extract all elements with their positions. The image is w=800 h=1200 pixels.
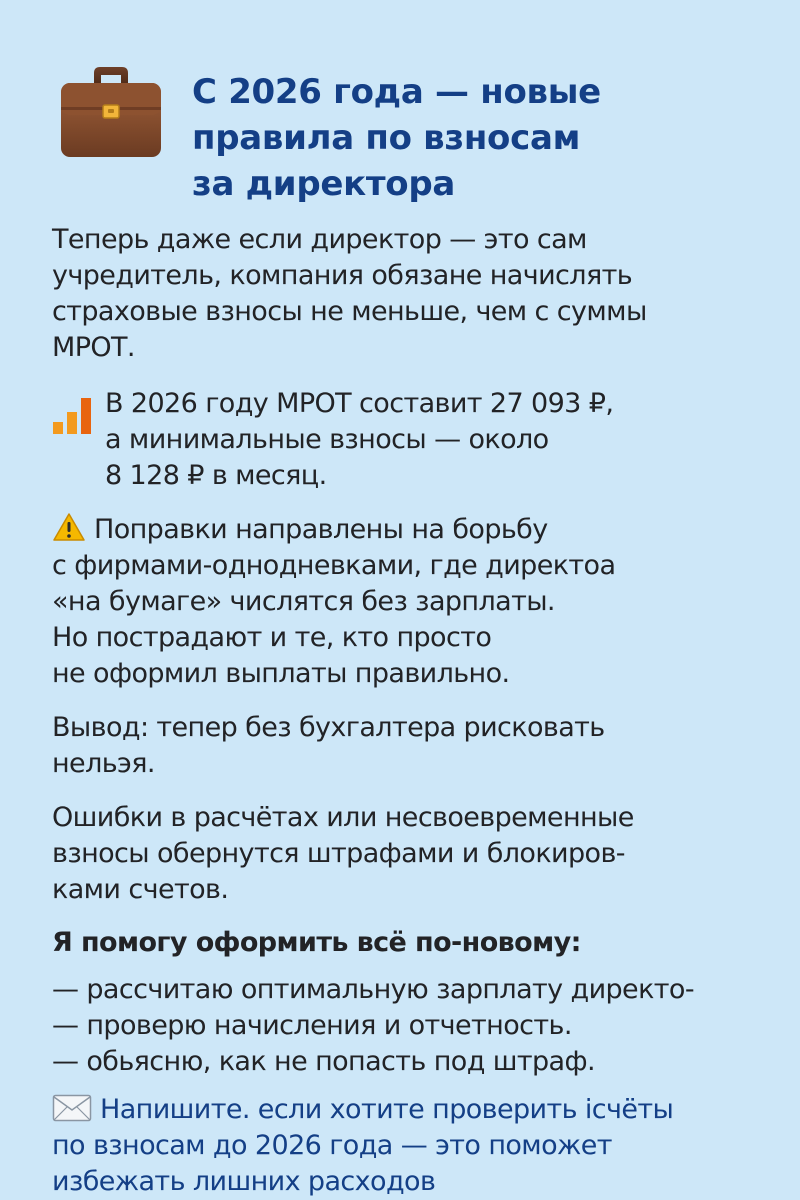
briefcase-icon <box>58 63 164 159</box>
cta-text-content: Напишите. если хотите проверить ісчёты по взносам до 2026 года — это поможет избежать лишних расходов <box>52 1094 674 1197</box>
cta-text <box>52 1092 797 1200</box>
intro-paragraph: Теперь даже если директор — это сам учредитель, компания обязане начислять страховые взносы не меньше, чем с суммы МРОТ. <box>52 224 647 363</box>
warning-icon <box>52 512 86 542</box>
stat-block <box>52 386 797 494</box>
warning-text-content: Поправки направлены на борьбу с фирмами-однодневками, где директоа «на бумаге» числятся без зарплаты. Но пострадают и те, кто просто не оформил выплаты правильно. <box>52 514 616 689</box>
page-title: С 2026 года — новые правила по взносам за директора <box>192 72 601 204</box>
list-item: — рассчитаю оптимальную зарплату директо- <box>52 974 694 1005</box>
warning-block <box>52 512 797 692</box>
stat-text: В 2026 году МРОТ составит 27 093 ₽, а минимальные взносы — около 8 128 ₽ в месяц. <box>105 388 614 491</box>
bar-chart-icon <box>52 394 96 434</box>
envelope-icon <box>52 1094 92 1122</box>
cta-block <box>52 1092 797 1200</box>
help-heading: Я помогу оформить всё по-новому: <box>52 927 581 958</box>
list-item: — проверю начисления и отчетность. <box>52 1010 572 1041</box>
errors-paragraph: Ошибки в расчётах или несвоевременные взносы обернутся штрафами и блокиров- ками счетов. <box>52 802 634 905</box>
header <box>0 55 800 205</box>
warning-text <box>52 512 797 692</box>
conclusion-paragraph: Вывод: тепер без бухгалтера рисковать нельэя. <box>52 712 605 779</box>
list-item: — обьясню, как не попасть под штраф. <box>52 1046 595 1077</box>
post-body <box>52 222 797 1200</box>
help-list <box>52 972 797 1080</box>
